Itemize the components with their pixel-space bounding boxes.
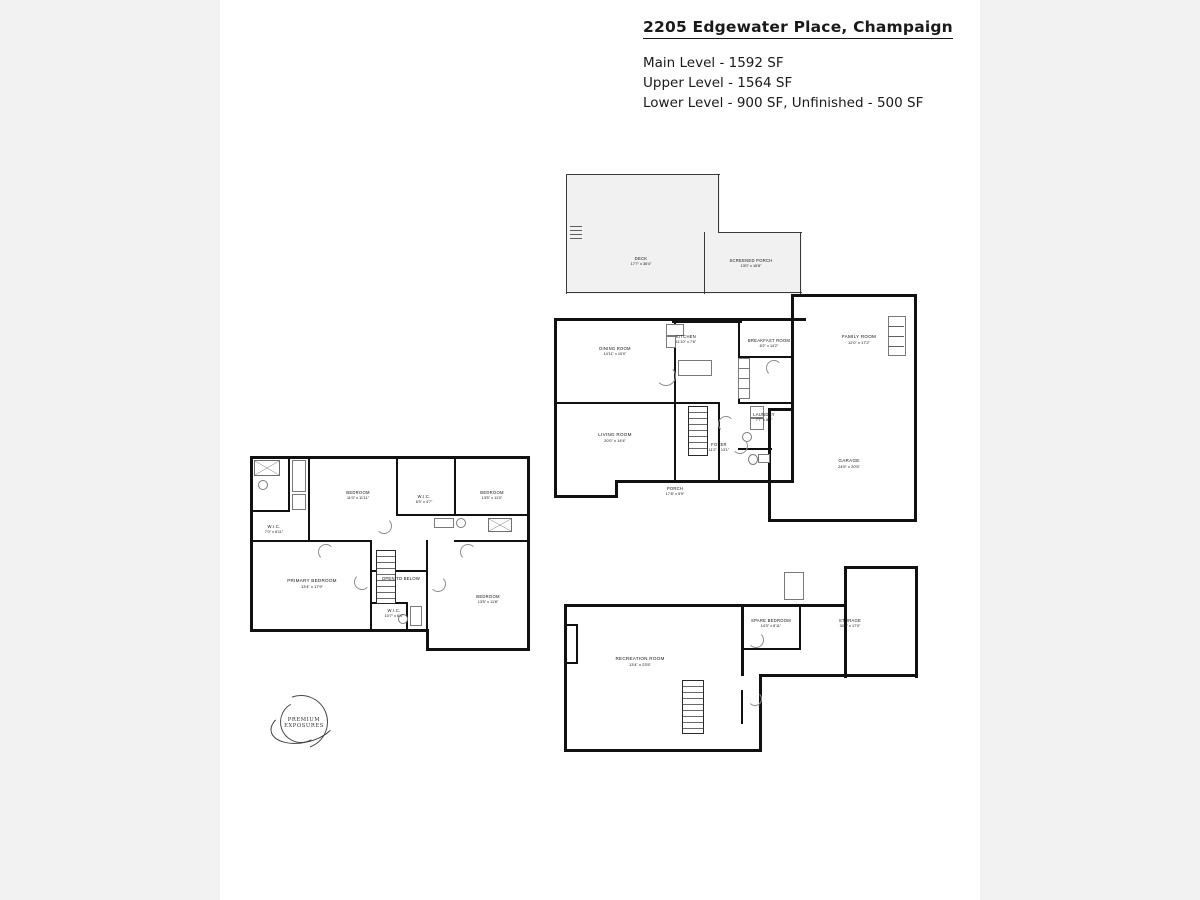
vanity-bath-2 — [434, 518, 454, 528]
lower-wall-bottom-step — [759, 674, 762, 752]
lower-wall-bed-bottom — [741, 648, 801, 650]
wall-living-right — [674, 402, 676, 480]
room-living: LIVING ROOM 20'0" x 14'4" — [598, 432, 632, 444]
page-title: 2205 Edgewater Place, Champaign — [643, 18, 953, 39]
house-wall-mid-right — [791, 294, 794, 483]
upper-wall-bath2-bottom — [454, 540, 530, 542]
shower-bath-1 — [292, 494, 306, 510]
powder-vanity — [758, 454, 770, 463]
room-kitchen: KITCHEN 11'10" x 7'6" — [675, 334, 697, 344]
room-family: FAMILY ROOM 12'0" x 17'2" — [841, 334, 877, 346]
house-wall-right — [914, 294, 917, 522]
deck-surface — [566, 174, 720, 244]
area-upper-level: Upper Level - 1564 SF — [643, 75, 793, 91]
upper-level-floorplan — [248, 452, 538, 662]
wall-foyer-left — [718, 402, 720, 480]
room-deck: DECK 17'7" x 36'4" — [630, 256, 652, 266]
door-arc-bed1 — [318, 544, 334, 560]
porch-wall-right — [800, 232, 801, 294]
lower-wall-storage-bottom — [759, 674, 847, 677]
lower-wall-left — [564, 604, 567, 752]
room-breakfast: BREAKFAST ROOM 8'2" x 14'2" — [747, 338, 791, 348]
toilet-bath-2 — [456, 518, 466, 528]
wall-dining-living — [554, 402, 678, 404]
upper-wall-bed4-left — [426, 540, 428, 632]
upper-wall-left — [250, 456, 253, 632]
house-wall-porch-bottom — [615, 480, 793, 483]
wall-kitchen-top — [672, 321, 742, 323]
garage-wall-topleft — [768, 408, 794, 411]
area-summary — [643, 53, 983, 113]
deck-wall-left — [566, 174, 567, 294]
door-arc-breakfast — [766, 360, 782, 376]
room-wic-3: W.I.C. 10'7" x 6'4" — [384, 608, 404, 618]
deck-wall-bottom — [566, 292, 802, 293]
tub-primary-bath — [254, 460, 280, 476]
deck-detail-2 — [570, 230, 582, 231]
kitchen-island — [678, 360, 712, 376]
premium-exposures-logo — [268, 693, 340, 751]
door-arc-spare-bedroom — [748, 632, 764, 648]
upper-wall-right — [527, 456, 530, 651]
lower-wall-nook-3 — [564, 662, 578, 664]
house-wall-left — [554, 318, 557, 498]
storage-shelf — [784, 572, 804, 600]
area-main-level: Main Level - 1592 SF — [643, 55, 784, 71]
room-foyer: FOYER 11'2" x 13'1" — [708, 442, 730, 452]
lower-wall-bottom — [564, 749, 762, 752]
upper-wall-bath1-bottom — [250, 510, 290, 512]
upper-wall-wic-left — [396, 456, 398, 516]
garage-wall-left — [768, 408, 771, 522]
door-arc-bed4 — [430, 576, 446, 592]
deck-wall-right — [718, 174, 719, 232]
house-wall-top-right — [791, 294, 917, 297]
lower-wall-util — [741, 690, 743, 724]
room-bedroom-2: BEDROOM 13'5" x 11'0" — [480, 490, 504, 500]
upper-wall-bottom-left — [250, 629, 428, 632]
lower-wall-top-mid — [741, 604, 847, 607]
garage-wall-bottom — [768, 519, 917, 522]
room-recreation: RECREATION ROOM 13'4" x 23'5" — [615, 656, 665, 668]
room-wic-2: W.I.C. 7'0" x 6'11" — [264, 524, 284, 534]
upper-wall-hall-1 — [250, 540, 370, 542]
lower-level-floorplan — [562, 562, 930, 764]
upper-wall-bed2-bottom — [454, 514, 530, 516]
tub-bath-2 — [488, 518, 512, 532]
deck-detail-4 — [570, 238, 582, 239]
door-arc-primary — [354, 574, 370, 590]
door-arc-foyer — [718, 416, 734, 432]
lower-wall-top-left — [564, 604, 744, 607]
lower-wall-storage-bottom-2 — [844, 674, 918, 677]
door-arc-dining — [656, 366, 676, 386]
upper-wall-top — [250, 456, 530, 459]
main-level-floorplan — [552, 170, 924, 520]
lower-wall-storage-top — [844, 566, 918, 569]
deck-wall-mid — [718, 232, 802, 233]
room-wic-1: W.I.C. 6'3" x 4'7" — [415, 494, 433, 504]
lower-wall-mid — [741, 604, 744, 676]
upper-wall-bed1-left — [308, 456, 310, 542]
upper-wall-bed2-left — [454, 456, 456, 516]
room-laundry: LAUNDRY 7'7" x 8'8" — [753, 412, 775, 422]
label-open-to-below: OPEN TO BELOW — [381, 576, 421, 581]
room-bedroom-4: BEDROOM 13'5" x 11'8" — [476, 594, 500, 604]
room-storage: STORAGE 30'3" x 17'0" — [838, 618, 862, 628]
room-bedroom-1: BEDROOM 11'0" x 11'11" — [346, 490, 370, 500]
area-lower-level: Lower Level - 900 SF, Unfinished - 500 SF — [643, 95, 924, 111]
deck-detail-1 — [570, 226, 582, 227]
builtin-shelf-3 — [888, 346, 904, 347]
plan-header — [643, 18, 983, 113]
room-screened-porch: SCREENED PORCH 13'0" x 16'8" — [729, 258, 773, 268]
lower-wall-nook-2 — [576, 624, 578, 664]
porch-wall-left — [704, 232, 705, 294]
house-wall-bottom-left — [554, 495, 618, 498]
room-primary-bedroom: PRIMARY BEDROOM 13'4" x 17'9" — [287, 578, 337, 590]
lower-wall-right — [915, 566, 918, 678]
door-arc-wic1 — [376, 518, 392, 534]
door-arc-utility — [748, 692, 762, 706]
room-dining: DINING ROOM 14'11" x 10'0" — [599, 346, 631, 356]
logo-brand-text: PREMIUM EXPOSURES — [284, 717, 324, 729]
vanity-bath-1 — [292, 460, 306, 492]
upper-wall-wic-bottom — [396, 514, 456, 516]
deck-detail-3 — [570, 234, 582, 235]
wall-foyer-top — [674, 402, 720, 404]
lower-stairs — [682, 680, 704, 734]
powder-toilet — [748, 454, 758, 465]
door-arc-bed2 — [460, 544, 476, 560]
upper-wall-bottom-right — [426, 648, 530, 651]
deck-lower-surface — [566, 242, 712, 294]
builtin-shelf-1 — [888, 326, 904, 327]
wall-laundry-top — [738, 402, 794, 404]
deck-wall-top — [566, 174, 720, 175]
room-spare-bedroom: SPARE BEDROOM 14'3" x 8'11" — [751, 618, 791, 628]
room-porch: PORCH 17'8" x 5'9" — [665, 486, 685, 496]
upper-wall-bath1-right — [288, 456, 290, 512]
toilet-bath-1 — [258, 480, 268, 490]
kitchen-cab-4 — [738, 388, 750, 399]
room-garage: GARAGE 24'5" x 20'5" — [838, 458, 860, 470]
